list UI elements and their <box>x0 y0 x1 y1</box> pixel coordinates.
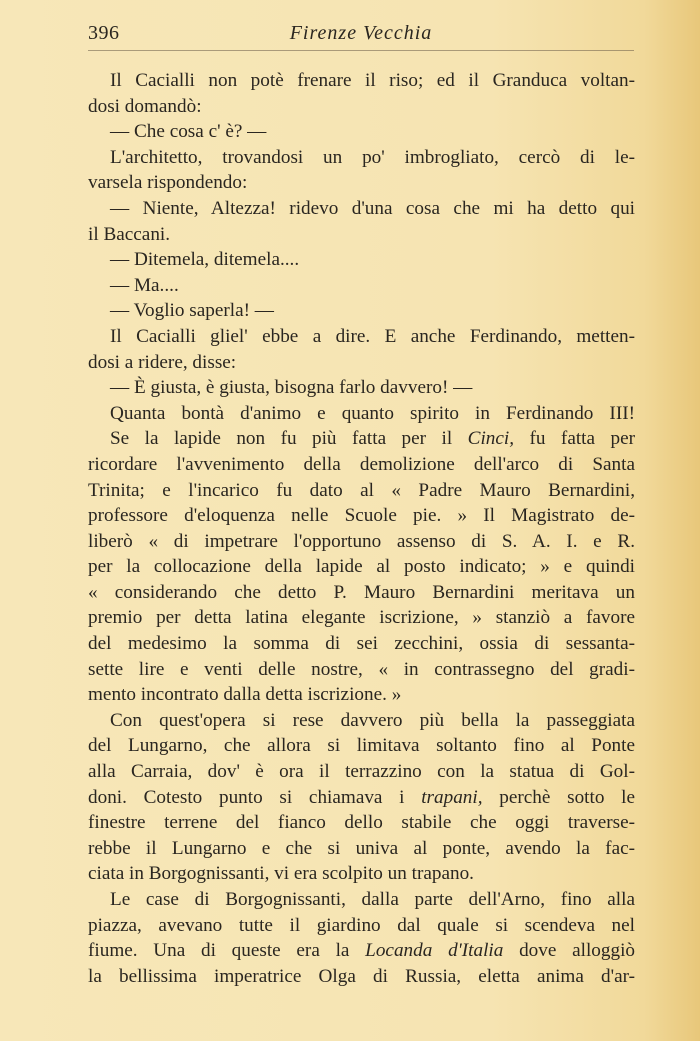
header-rule <box>88 50 634 51</box>
text-line: — È giusta, è giusta, bisogna farlo davvero! — <box>110 377 473 399</box>
page-header <box>88 18 634 52</box>
text-line: varsela rispondendo: <box>88 172 248 194</box>
text-line: Trinita; e l'incarico fu dato al « Padre Mauro Bernardini, <box>88 479 635 501</box>
text-segment: fu fatta per <box>514 428 635 450</box>
italic-text: trapani, <box>421 786 483 808</box>
text-line: del medesimo la somma di sei zecchini, ossia di sessanta- <box>88 633 635 655</box>
text-line <box>88 938 635 964</box>
text-line: dosi domandò: <box>88 95 202 117</box>
text-line: del Lungarno, che allora si limitava soltanto fino al Ponte <box>88 735 635 757</box>
body-text <box>88 68 635 989</box>
text-segment: doni. Cotesto punto si chiamava i <box>88 786 422 808</box>
page-number: 396 <box>88 22 120 44</box>
italic-text: Cinci, <box>467 428 515 450</box>
text-line: per la collocazione della lapide al posto indicato; » e quindi <box>88 556 635 578</box>
text-line: Il Cacialli gliel' ebbe a dire. E anche Ferdinando, metten- <box>110 325 635 347</box>
text-line: — Voglio saperla! — <box>110 300 274 322</box>
text-line: — Niente, Altezza! ridevo d'una cosa che mi ha detto qui <box>110 197 635 219</box>
text-line: Con quest'opera si rese davvero più bella la passeggiata <box>110 709 635 731</box>
text-line: — Che cosa c' è? — <box>110 121 267 143</box>
text-line: dosi a ridere, disse: <box>88 351 237 373</box>
text-line: Le case di Borgognissanti, dalla parte dell'Arno, fino alla <box>110 889 635 910</box>
running-title: Firenze Vecchia <box>289 22 433 44</box>
text-line: liberò « di impetrare l'opportuno assenso di S. A. I. e R. <box>88 530 635 552</box>
text-segment: fiume. Una di queste era la <box>88 940 366 962</box>
text-line: il Baccani. <box>88 223 171 245</box>
text-line: finestre terrene del fianco dello stabile che oggi traverse- <box>88 812 635 834</box>
text-line: — Ditemela, ditemela.... <box>110 249 300 271</box>
text-line: sette lire e venti delle nostre, « in contrassegno del gradi- <box>88 658 635 680</box>
text-line: mento incontrato dalla detta iscrizione. » <box>88 684 402 706</box>
text-segment: perchè sotto le <box>482 786 635 808</box>
text-line: la bellissima imperatrice Olga di Russia, eletta anima d'ar- <box>88 965 635 987</box>
text-line: ricordare l'avvenimento della demolizione dell'arco di Santa <box>88 453 635 475</box>
text-line: alla Carraia, dov' è ora il terrazzino con la statua di Gol- <box>88 761 635 783</box>
text-line: premio per detta latina elegante iscrizione, » stanziò a favore <box>88 607 635 629</box>
text-line <box>88 785 635 811</box>
text-segment: Se la lapide non fu più fatta per il <box>110 428 468 450</box>
text-line: L'architetto, trovandosi un po' imbrogliato, cercò di le- <box>110 146 635 168</box>
text-line: professore d'eloquenza nelle Scuole pie. » Il Magistrato de- <box>88 505 635 527</box>
text-line: Quanta bontà d'animo e quanto spirito in Ferdinando III! <box>110 402 635 424</box>
text-line: piazza, avevano tutte il giardino dal quale si scendeva nel <box>88 914 635 936</box>
text-line: rebbe il Lungarno e che si univa al ponte, avendo la fac- <box>88 837 635 859</box>
text-line: Il Cacialli non potè frenare il riso; ed il Granduca voltan- <box>110 70 635 91</box>
text-segment: dove alloggiò <box>503 940 636 962</box>
text-line: « considerando che detto P. Mauro Bernardini meritava un <box>88 581 635 603</box>
text-line: — Ma.... <box>110 274 179 296</box>
text-line <box>88 426 635 452</box>
italic-text: Locanda d'Italia <box>365 940 504 962</box>
text-line: ciata in Borgognissanti, vi era scolpito un trapano. <box>88 863 474 885</box>
